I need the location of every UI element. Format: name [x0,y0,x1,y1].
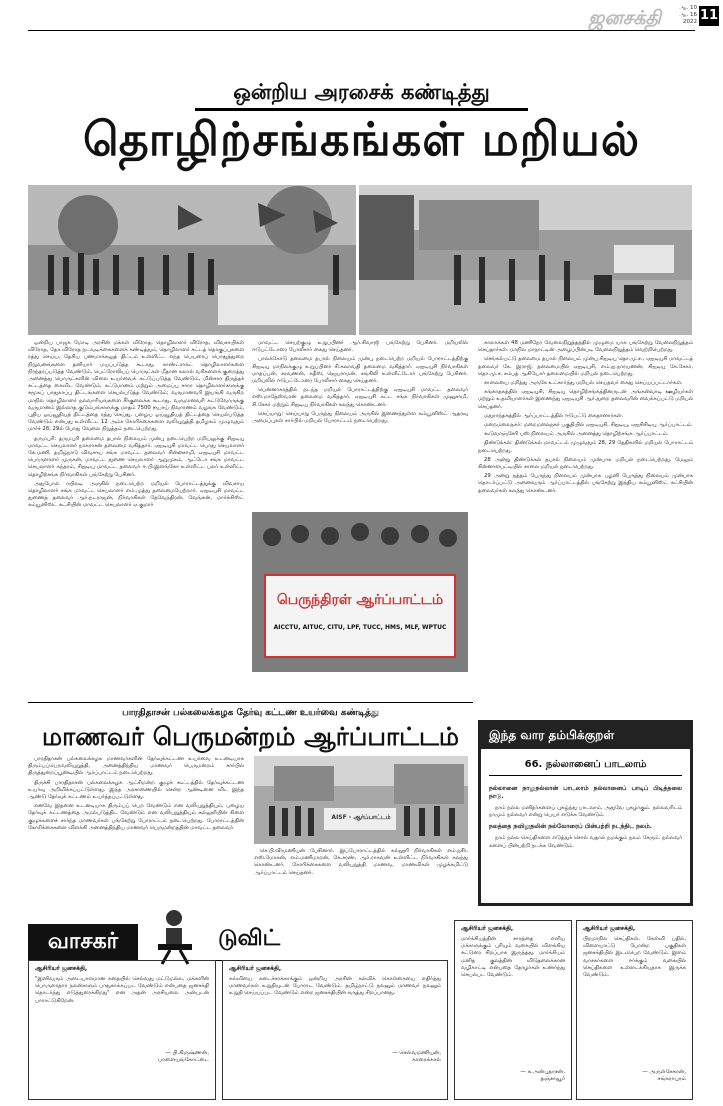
kural-verse: நல்லானை நாலுநல்லான் பாடலாம் நல்லானைப் பாடிப் பிடித்தலை நாடு. [489,785,682,800]
letter-card [28,960,216,1100]
reader-figure-icon [140,906,210,966]
student-protest-banner: AISF - ஆர்ப்பாட்டம் [331,814,391,821]
kural-explanation: நாம் நல்ல மனிதர்களைப் புகழ்ந்து பாடலாம், அதுவே புகழாகும். நல்லவரிடம் நாமும் நல்லவர் என்று பெயர் எடுக்க வேண்டும். [489,805,682,819]
story2-paragraph: செ.பி.வீரமணியன் பேசினார். இப்போராட்டத்தில் கல்லூரி நிர்வாகிகள் எம்.நசீர், எஸ்.மோகன், எம்.மணிமாறன், கே.சரண், ஆர்.ராகவன் உள்ளிட்ட நிர்வாகிகள் கலந்து கொண்டனர். கோரிக்கைகளை வலியுறுத்தி மாணவ, மாணவிகள் முழக்கமிட்டு ஆர்ப்பாட்டம் செய்தனர். [254,848,468,876]
paper-name: ஜனசக்தி [588,7,661,29]
letter-signature: — க.அன்புதாசன், [520,1069,565,1075]
story2-column-1 [28,756,244,894]
masthead [0,0,723,70]
story1-paragraph: தருமபுரி: தருமபுரி தலைமை தபால் நிலையம் முன்பு நடைபெற்ற மறியலுக்கு சிஐடியு மாவட்ட செயலாளர் நாகராசன் தலைமை வகித்தார். ஏஐடியுசி மாவட்ட பொது செயலாளர் கே.மணி, தமிழ்நாடு விவசாய சங்க மாவட்ட தலைவர் சின்னசாமி, ஏஐடியுசி மாவட்ட பொருளாளர் முருகன், மாவட்ட துணை செயலாளர் ஆறுமுகம், ஆட்டோ சங்க மாவட்ட செயலாளர் சுந்தரம், சிஐடியு மாவட்ட தலைவர் ஈ.பி.இளங்கோ உள்ளிட்ட பலர் உள்ளிட்ட தொழிற்சங்க நிர்வாகிகள் பங்கேற்று பேசினர். [28,435,244,478]
story1-paragraph: மறைமலைநகர்: மறைமலைநகர் பகுதியில் ஏஐடியுசி, சிஐடியு, ஏஐசிசிடியு ஆர்ப்பாட்டம். [484,422,693,429]
letter-body: "இனிவரும் அடையாளமான கதையில் செல்வது மட்டுமல்ல, மக்களின் பொருளாதார நலன்களும் பாதுகாக்கப்பட வேண்டும் என்பதை ஜனசக்தி தொடர்ந்து எடுத்துரைக்கிறது" என அதன் அரசியலை அன்புடன் பாராட்டுகிறேன். [35,976,209,1004]
letter-place: தஞ்சாவூர் [540,1076,565,1082]
letter-salutation: ஆசிரியர் ஜனசக்தி, [583,925,636,932]
story1-kicker-underline [195,108,528,111]
story1-paragraph: கங்காதகத்தில் ஏஐடியுசி, சிஐடியு தொழிற்சங்கத்தினருடன் அங்கன்வாடி ஊழியர்கள் மற்றும் உதவியாளர்கள் இணைந்து ஏஐடியுசி ஆர்.துறை தலைவரின் வைக்கப்பட்டு மறியல் செய்தனர். [478,389,693,410]
letters-title-tail: டுவிட் [218,926,281,951]
story1-kicker: ஒன்றிய அரசைக் கண்டித்து [233,80,490,104]
section-divider [28,702,473,703]
rally-photo-right-image [359,185,692,335]
rally-photo-right [359,185,692,335]
letter-signature: — பி.கிருஷ்ணன், [165,1050,209,1056]
letter-card [222,960,448,1100]
rally-photo-left [28,185,356,335]
story1-paragraph: பென்னாகரத்தில் நடந்த மறியல் போராட்டத்திற்கு ஏஐடியுசி மாவட்ட தலைவர் எஸ்.மாதேஸ்வரன் தலைமை வகித்தார். ஏஐடியுசி கட்ட சங்க நிர்வாகிகள் முனுசாமி, சி.சேகர் மற்றும் சிஐடியு நிர்வாகிகள் கலந்து கொண்டனர். [252,387,468,408]
date-line: 2022 [683,19,697,25]
letter-card [454,920,572,1100]
protest-banner-title: பெருந்திரள் ஆர்ப்பாட்டம் [276,592,444,608]
story1-paragraph: கூடுவாஞ்சேரி பஸ் நிலையம் அருகில் அனைத்து தொழிற்சங்க ஆர்ப்பாட்டம். [484,431,669,438]
letter-salutation: ஆசிரியர் ஜனசக்தி, [461,925,514,932]
kural-box-title: இந்த வார தம்பிக்குறள் [481,723,690,749]
letter-salutation: ஆசிரியர் ஜனசக்தி, [229,965,282,972]
story2-headline: மாணவர் பெருமன்றம் ஆர்ப்பாட்டம் [42,722,459,751]
story1-paragraph: சாலையை மறித்து அருகே உட்கார்ந்து மறியல் செய்தவர் கைது செய்யப்பட்டார்கள். [484,380,683,387]
letter-signature: — செல்வமணியன், [392,1050,441,1056]
story1-paragraph: செய்யாறு: செய்யாறு பேருந்து நிலையம் அருகில் இணைந்துள்ள கம்யூனிஸ்ட் ஆதரவு அமைப்புகள் சார்பில் மறியல் போராட்டம் நடைபெற்றது. [252,410,468,425]
story1-paragraph: செங்கல்பட்டு தலைமை தபால் நிலையம் முன்பு சிஐடியு தொ.மு.ச., ஏஐடியுசி மாவட்டத் தலைவர் கே. இராஜ், தலைமையில் ஏஐடியுசி, எம்.ஐ.நாரயணன், சிஐடியு கே.சேகர், தொ.மு.ச. சம்பத் ஆகியோர் தலைமையில் மறியல் நடைபெற்றது. [478,356,693,377]
letter-body: மார்க்சியத்தின் சாரத்தை எளிய மக்களுக்கும் புரியும் வகையில் விளக்கிய கட்டுரை சிறப்பாக இருந்தது. மார்க்சியம் மனித குலத்தின் விடுதலைக்கான வழிகாட்டி என்பதை தோழர்கள் உணர்ந்து செயல்பட வேண்டும். [461,936,565,979]
masthead-rule [28,30,695,31]
story2-paragraph: திருச்சி பாரதிதாசன் பல்கலைக்கழக ஆட்சிமன்ற குழுக் கூட்டத்தில் தேர்வுக்கட்டண உயர்வு அறிவிக்கப்பட்டுள்ளது. இந்த அரசாணையில் சென்ற ஆண்டினை விட இந்த ஆண்டு தேர்வுக் கட்டணம் உயர்த்தப்பட்டுள்ளது. [28,779,244,801]
letter-place: காரைக்கால் [412,1057,441,1063]
story1-paragraph: திண்டுக்கல்: திண்டுக்கல் மாவட்டம் முழுவதும் 28, 29 தேதிகளில் மறியல் போராட்டம் நடைபெற்றது. [478,440,693,454]
student-protest-photo [254,756,468,844]
story1-paragraph: மாவட்ட செயற்குழு உறுப்பினர் ஆர்.சிவாஜி பங்கேற்று பேசினர். மறியலில் ஈடுபட்டோரை போலீசார் கைது செய்தனர். [252,340,468,354]
page-number: 11 [699,6,719,26]
story1-paragraph: அதுபோல் ரயிலடி அருகில் நடைபெற்ற மறியல் போராட்டத்துக்கு விவசாய தொழிலாளர் சங்க மாவட்ட செயலாளர் எம்.முத்து தலைமையேற்றார். ஏஐடியுசி மாவட்ட துணைத் தலைவர் ஆர்.நடராஜன், நிர்வாகிகள் தேவேந்திரன், வேங்கன், மார்க்சிஸ்ட் கம்யூனிஸ்ட் கட்சியின் மாவட்ட செயலாளர் ஏ.குமார் [28,480,244,509]
story2-paragraph: பாரதிதாசன் பல்கலைக்கழக மாணவர்களின் தேர்வுக்கட்டண உயர்வை உடனடியாக திரும்பப்பெறவலியுறுத்தி, அனைத்திந்திய மாணவர் பெருமன்றம் சார்பில் திருத்துறைப்பூண்டியில் ஆர்ப்பாட்டம் நடைபெற்றது. [28,756,244,777]
student-protest-image [254,756,468,844]
kural-verse: நலத்தை நவிலுதலின் நல்லோரைப் பின்பற்றி நடந்திட நலம். [489,823,653,831]
story1-paragraph: 28 அன்று திண்டுக்கல் தபால் நிலையம் முன்பாக மறியல் நடைபெற்றது. மேலும் சின்னாளபட்டியில் சாலை மறியல் நடைபெற்றது. [478,456,693,471]
kural-explanation: நாம் நல்ல செய்திகளை எடுத்துச் சொல் வதால் நமக்கும் நலம் சேரும். நல்லவர் களைப் பின்பற்றி நடக்க வேண்டும். [489,835,682,849]
story2-paragraph: எனவே இதனை உடனடியாக திரும்பப் பெற வேண்டும் என வலியுறுத்தியும், பழைய தேர்வுக் கட்டணத்தை அமல்படுத்திட வேண்டும் என வலியுறுத்தியும் கல்லூரியின் கிளை குழுக்களைச் சார்ந்த மாணவர்கள் பங்கேற்று போராட்டம் நடைபெற்றது. போராட்டத்தின் கோரிக்கைகளை விளக்கி அனைத்திந்திய மாணவர் பெருமன்றத்தின் மாவட்ட தலைவர் [28,803,244,831]
story2-column-2 [254,848,468,894]
story1-paragraph: மதுராந்தகத்தில் ஆர்ப்பாட்டத்தில் ஈடுபட்டு கைதானார்கள். [484,412,624,419]
letter-card [576,920,693,1100]
story1-column-1 [28,340,244,692]
date-line: ஆ. 10 [679,5,697,11]
letter-salutation: ஆசிரியர் ஜனசக்தி, [35,965,88,972]
letter-signature: — அருள்சேகரன், [642,1069,686,1075]
protest-banner [264,574,456,658]
story1-paragraph: 29 அன்று நத்தம் பேருந்து நிலையம் முன்பாக பழனி பேருந்து நிலையம் முன்பாக தொடர்ப்பட்டு அனைவரும் ஆர்ப்பாட்டத்தில் பங்கேற்று இந்திய கம்யூனிஸ்ட் கட்சியின் தலைவர்கள் கலந்து கொண்டனர். [478,473,693,494]
kural-number-title: 66. நல்லானைப் பாடலாம் [524,759,647,770]
letter-body: கல்வியை கடைச்சரக்காக்கும் ஒன்றிய அரசின் கல்விக் கொள்கையை எதிர்த்து மாணவர்கள் உறுதியுடன் போராட வேண்டும். தமிழ்நாட்டு நலனும் மாணவர் நலனும் உறுதி செய்யப்பட வேண்டும் என்ற ஜனசக்தியின் கருத்து சிறப்பானது. [229,976,441,997]
letter-place: பாளையங்கோட்டை [158,1057,209,1063]
kural-rule [489,775,682,776]
story1-paragraph: ஒன்றிய பாஜக மோடி அரசின் மக்கள் விரோத, தொழிலாளர் விரோத, விவசாயிகள் விரோத, தேச விரோத நடவடிக்கைகளைக் கண்டித்தும், தொழிலாளர் சட்டத் தொகுப்புகளை ரத்து செய்ய, தேசிய பணமாக்கலுத் திட்டம் உள்ளிட்ட எந்த பெயரைப் பொதுத்துறை நிறுவனங்களை தனியார் மயப்படுத்த கூடாது, காண்ட்ராக்ட் தொழிலாளர்களை நிரந்தரப்படுத்த வேண்டும், பெட்ரோலியப் பொருட்கள் மீதான கலால் வரிகளைக் குறைத்து அனைத்து பொருட்களின் விலை உயர்வைக் கட்டுப்படுத்த வேண்டும், மின்சார திருத்தச் சட்டத்தை கைவிட வேண்டும், கட்டுமானம் மற்றும் அமைப்பு சாரா தொழிலாளர்களுக்கு சமூகப் பாதுகாப்பு திட்டங்களை செயல்படுத்த வேண்டும்; வருமானவரி இயங்கி வருகிற மாநில தொழிலாளர் நலவாரியங்களை சீர்குலைக்க கூடாது, வருமானவரி கட்டுவோருக்கு வருமானம் இல்லாத குடும்பங்களுக்கு மாதம் 7500 ரூபாய் நிவாரணம் வழங்க வேண்டும், புதிய ஓய்வூதியத் திட்டத்தை ரத்து செய்து, பழைய ஓய்வூதியத் திட்டத்தை செயல்படுத்த வேண்டும் என்பது உள்ளிட்ட 12 அம்ச கோரிக்கைகளை வலியுறுத்தி தமிழகம் முழுவதும் மார்ச் 28, 29ல் போது வேலை நிறுத்தம் நடைபெற்றது. [28,340,244,433]
story1-paragraph: பாலக்கோடு தலைமை தபால் நிலையம் முன்பு நடைபெற்ற மறியல் போராட்டத்திற்கு சிஐடியு மாநிலக்குழு உறுப்பினர் சி.கலாவதி தலைமை வகித்தார். ஏஐடியுசி நிர்வாகிகள் மாதப்பன், சரவணன், சுதீஸ், ஜெயராமன், சங்கிலி உள்ளிட்டோர் பங்கேற்று பேசினர். மறியலில் ஈடுபட்டோரை போலீசார் கைது செய்தனர். [252,356,468,385]
story1-column-2 [252,340,468,508]
story1-headline: தொழிற்சங்கங்கள் மறியல் [82,112,641,166]
protest-banner-unions: AICCTU, AITUC, CITU, LPF, TUCC, HMS, MLF, WPTUC [273,624,447,631]
letters-header [28,906,448,966]
protest-banner-photo [252,512,468,672]
date-line: ஆ. 16 [679,12,697,18]
letters-title: வாசகர் [28,924,138,960]
letter-body: பிறமாநில செய்திகள், கேள்வி பதில், விளையாட்டு போன்ற பகுதிகள் ஜனசக்தியில் இடம்பெற வேண்டும். இளம் வாசகர்களை ஈர்க்கும் வகையில் செய்திகளை உள்ளடக்கியதாக இருக்க வேண்டும். [583,936,686,979]
date-block [680,5,697,26]
letter-place: சங்கராபுரம் [657,1076,686,1082]
rally-photo-left-image [28,185,356,335]
story1-paragraph: காலாக்கள் 48 மணிநேர வேலைநிறுத்தத்தில் முழுமை யாக பங்கேற்று வேலைநிறுத்தம் செய்தார்கள். மாநில மாநாட்டின் அழைப்பின்படி வேலைநிறுத்தம் வெற்றிபெற்றது. [478,340,693,354]
story1-column-3 [478,340,693,695]
story2-kicker: பாரதிதாசன் பல்கலைக்கழக தேர்வு கட்டண உயர்வை கண்டித்து [122,708,379,718]
kural-box [478,720,693,906]
